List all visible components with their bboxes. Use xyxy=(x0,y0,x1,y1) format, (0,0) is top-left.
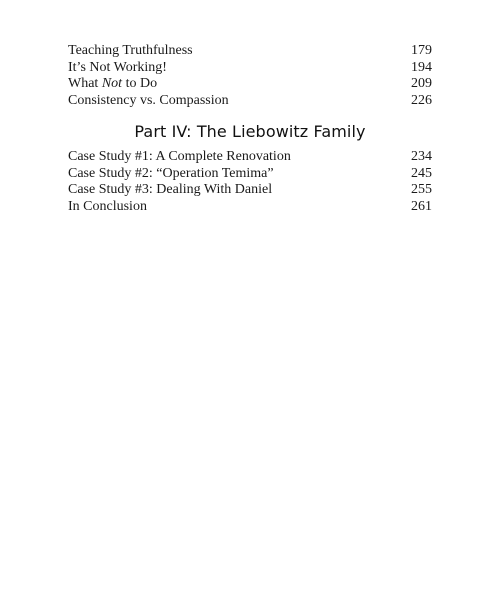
toc-entry-title-start: What xyxy=(68,76,102,92)
part-heading: Part IV: The Liebowitz Family xyxy=(134,121,366,141)
toc-entry-title: It’s Not Working! xyxy=(68,59,167,75)
toc-entry-title: Case Study #3: Dealing With Daniel xyxy=(68,182,273,198)
toc-entry-page-number: 226 xyxy=(411,93,432,109)
toc-entry-title xyxy=(68,76,157,93)
toc-entry-title: Consistency vs. Compassion xyxy=(68,93,229,109)
toc-entry-title: Case Study #1: A Complete Renovation xyxy=(68,148,291,164)
toc-entry-page-number: 179 xyxy=(411,43,432,58)
toc-entry-title: In Conclusion xyxy=(68,198,147,214)
toc-entry-case-study-1 xyxy=(68,149,432,166)
toc-entry-title: Case Study #2: “Operation Temima” xyxy=(68,165,274,181)
toc-entry-page-number: 245 xyxy=(411,165,432,181)
toc-entry-in-conclusion xyxy=(68,199,432,216)
toc-entry-title: Teaching Truthfulness xyxy=(68,43,193,58)
table-of-contents xyxy=(68,43,432,216)
toc-entry-teaching-truthfulness xyxy=(68,43,432,60)
toc-entry-page-number: 234 xyxy=(411,148,432,164)
toc-entry-title-end: to Do xyxy=(122,76,158,92)
toc-entry-consistency-vs-compassion xyxy=(68,93,432,110)
toc-entry-page-number: 209 xyxy=(411,76,432,92)
toc-entry-case-study-2 xyxy=(68,166,432,183)
toc-entry-page-number: 261 xyxy=(411,198,432,214)
toc-entry-page-number: 255 xyxy=(411,182,432,198)
toc-entry-what-not-to-do xyxy=(68,76,432,93)
toc-entry-page-number: 194 xyxy=(411,59,432,75)
toc-entry-case-study-3 xyxy=(68,182,432,199)
toc-entry-title-emphasis: Not xyxy=(101,76,123,92)
toc-entry-its-not-working xyxy=(68,60,432,77)
